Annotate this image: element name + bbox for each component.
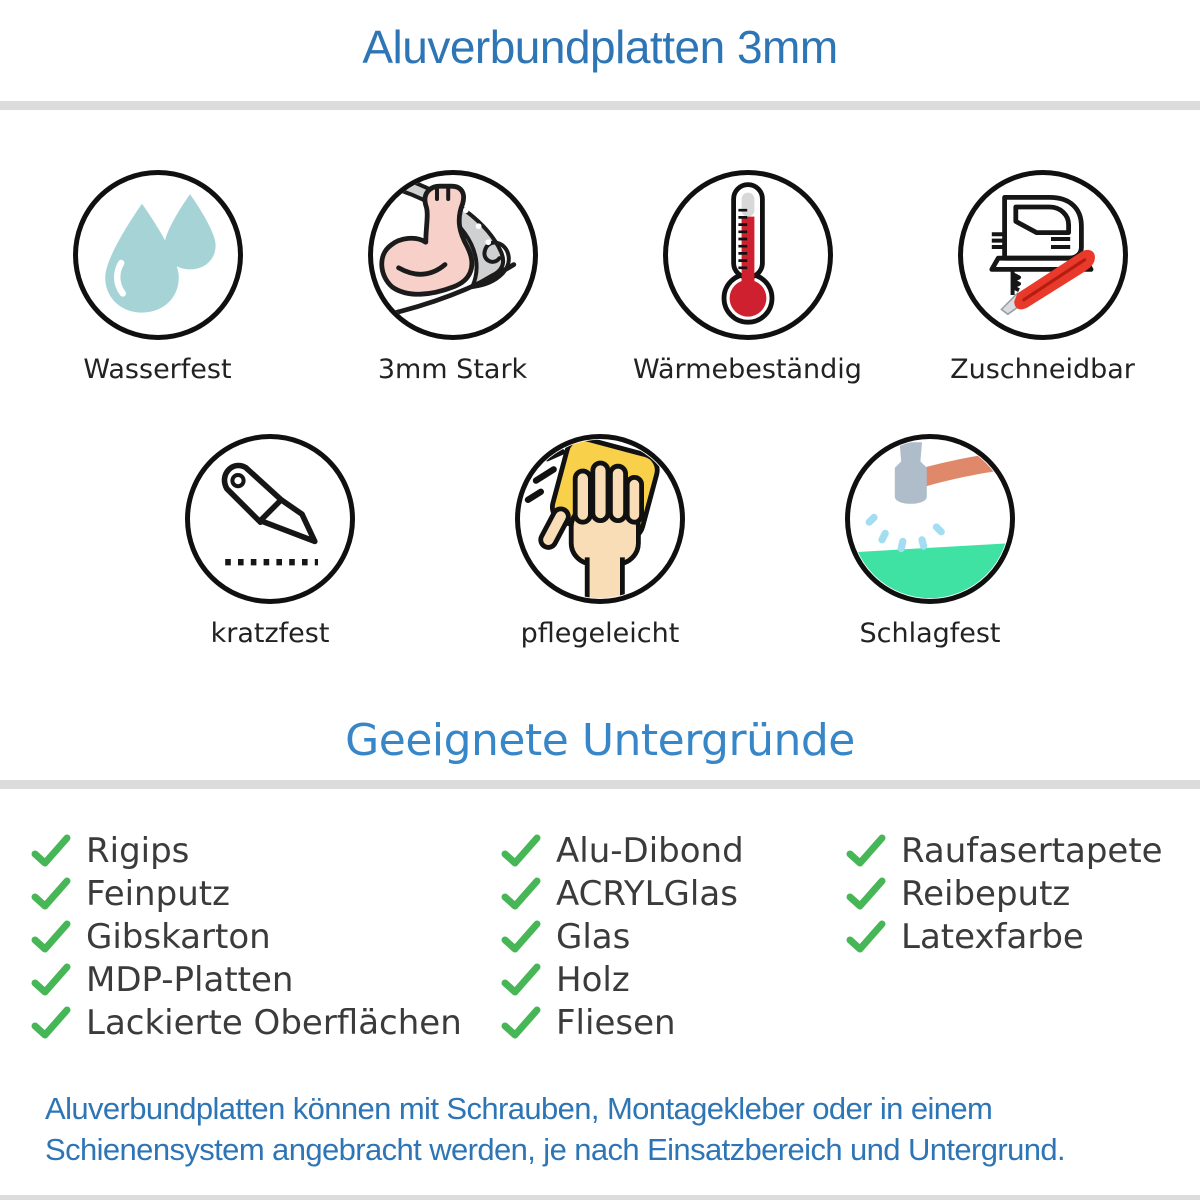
list-item [30, 872, 500, 915]
divider-top [0, 101, 1200, 110]
feature-circle [958, 170, 1128, 340]
list-item-label: Raufasertapete [901, 830, 1163, 871]
check-icon [30, 1006, 72, 1040]
list-item [845, 872, 1200, 915]
feature-label: Wärmebeständig [633, 354, 862, 385]
list-item [500, 958, 845, 1001]
check-icon [845, 920, 887, 954]
list-item-label: Reibeputz [901, 873, 1071, 914]
utility-knife-icon [190, 439, 350, 599]
list-item-label: Latexfarbe [901, 916, 1084, 957]
check-icon [30, 834, 72, 868]
feature-circle [368, 170, 538, 340]
section-heading: Geeignete Untergründe [345, 715, 855, 766]
list-item-label: Feinputz [86, 873, 230, 914]
feature-row-2 [0, 434, 1200, 650]
wiping-hand-icon [520, 439, 680, 599]
check-icon [30, 877, 72, 911]
feature-3mm-stark [333, 170, 573, 386]
list-item [500, 915, 845, 958]
feature-wasserfest [38, 170, 278, 386]
list-item [500, 872, 845, 915]
checklist-column-1 [30, 829, 500, 1044]
list-item-label: Holz [556, 959, 630, 1000]
thermometer-icon [668, 175, 828, 335]
list-item-label: MDP-Platten [86, 959, 294, 1000]
check-icon [500, 1006, 542, 1040]
feature-zuschneidbar [923, 170, 1163, 386]
list-item [30, 829, 500, 872]
feature-waermebestaendig [628, 170, 868, 386]
check-icon [500, 877, 542, 911]
list-item-label: Rigips [86, 830, 190, 871]
check-icon [845, 834, 887, 868]
list-item [500, 829, 845, 872]
list-item [30, 1001, 500, 1044]
feature-label: Zuschneidbar [950, 354, 1135, 385]
feature-pflegeleicht [480, 434, 720, 650]
list-item [30, 958, 500, 1001]
check-icon [500, 963, 542, 997]
list-item-label: Gibskarton [86, 916, 271, 957]
check-icon [500, 920, 542, 954]
mounting-note-line1: Aluverbundplatten können mit Schrauben, Montagekleber oder in einem [45, 1091, 993, 1126]
list-item [500, 1001, 845, 1044]
water-drops-icon [78, 175, 238, 335]
check-icon [30, 920, 72, 954]
list-item-label: ACRYLGlas [556, 873, 738, 914]
mounting-note-line2: Schienensystem angebracht werden, je nach Einsatzbereich und Untergrund. [45, 1132, 1066, 1167]
feature-row-1 [0, 170, 1200, 386]
jigsaw-knife-icon [963, 175, 1123, 335]
feature-label: 3mm Stark [377, 354, 528, 385]
feature-circle [515, 434, 685, 604]
list-item [30, 915, 500, 958]
list-item-label: Alu-Dibond [556, 830, 744, 871]
hammer-impact-icon [850, 439, 1010, 599]
feature-circle [845, 434, 1015, 604]
list-item [845, 915, 1200, 958]
check-icon [845, 877, 887, 911]
page-title: Aluverbundplatten 3mm [362, 21, 838, 73]
feature-kratzfest [150, 434, 390, 650]
feature-schlagfest [810, 434, 1050, 650]
feature-circle [663, 170, 833, 340]
mounting-note [0, 1088, 1200, 1170]
feature-label: Wasserfest [83, 354, 232, 385]
divider-bottom [0, 1195, 1200, 1200]
list-item-label: Fliesen [556, 1002, 676, 1043]
checklist-column-2 [500, 829, 845, 1044]
divider-middle [0, 780, 1200, 789]
list-item [845, 829, 1200, 872]
list-item-label: Lackierte Oberflächen [86, 1002, 462, 1043]
feature-circle [73, 170, 243, 340]
checklist-column-3 [845, 829, 1200, 1044]
flexed-arm-panel-icon [373, 175, 533, 335]
feature-circle [185, 434, 355, 604]
substrate-checklist [0, 829, 1200, 1044]
list-item-label: Glas [556, 916, 631, 957]
check-icon [500, 834, 542, 868]
feature-label: Schlagfest [859, 618, 1001, 649]
feature-label: kratzfest [210, 618, 330, 649]
check-icon [30, 963, 72, 997]
feature-label: pflegeleicht [520, 618, 680, 649]
